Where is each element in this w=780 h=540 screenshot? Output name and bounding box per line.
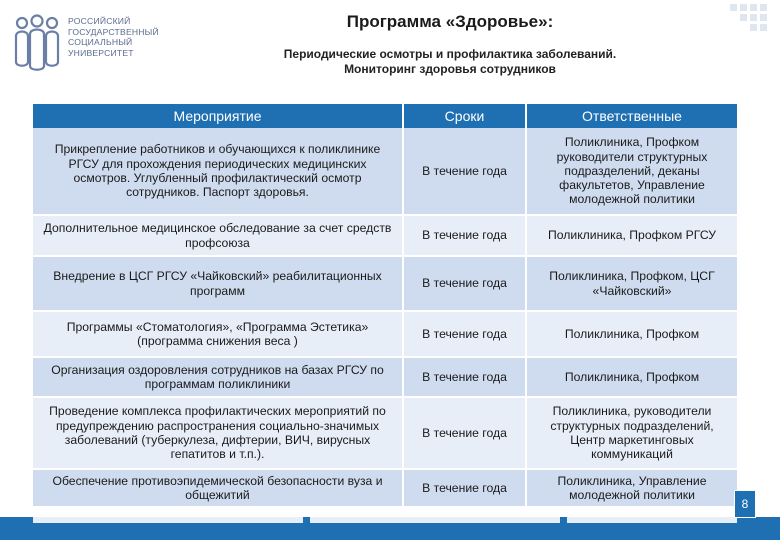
table-row [33,357,737,397]
university-logo [14,12,174,74]
event-cell: Внедрение в ЦСГ РГСУ «Чайковский» реабилитационных программ [33,256,403,311]
responsible-cell: Поликлиника, Профком РГСУ [526,215,737,256]
footer-strip [33,517,303,523]
health-program-table [33,104,737,508]
table-row [33,256,737,311]
responsible-cell: Поликлиника, Профком [526,311,737,357]
subtitle-line: Периодические осмотры и профилактика заболеваний. [283,47,617,61]
table-row [33,311,737,357]
university-name-line: СОЦИАЛЬНЫЙ [68,37,133,48]
page-number: 8 [734,490,756,518]
responsible-cell: Поликлиника, Управление молодежной политики [526,469,737,507]
term-cell: В течение года [403,397,526,469]
people-logo-icon [14,14,60,72]
responsible-cell: Поликлиника, Профком руководители структурных подразделений, деканы факультетов, Управление молодежной политики [526,128,737,215]
responsible-cell: Поликлиника, руководители структурных подразделений, Центр маркетинговых коммуникаций [526,397,737,469]
subtitle-line: Мониторинг здоровья сотрудников [344,62,556,76]
term-cell: В течение года [403,128,526,215]
university-name-line: РОССИЙСКИЙ [68,16,131,26]
page-title: Программа «Здоровье»: [346,12,554,31]
table-row [33,397,737,469]
footer-strip [567,517,737,523]
page-subtitle [200,47,700,77]
event-cell: Организация оздоровления сотрудников на базах РГСУ по программам поликлиники [33,357,403,397]
event-cell: Дополнительное медицинское обследование за счет средств профсоюза [33,215,403,256]
decorative-squares-icon [728,2,772,38]
term-cell: В течение года [403,311,526,357]
university-name-line: УНИВЕРСИТЕТ [68,47,134,58]
column-header-event: Мероприятие [33,104,403,128]
university-name [68,16,178,58]
event-cell: Обеспечение противоэпидемической безопасности вуза и общежитий [33,469,403,507]
term-cell: В течение года [403,469,526,507]
event-cell: Проведение комплекса профилактических мероприятий по предупреждению распространения социально-значимых заболеваний (туберкулеза, дифтерии, ВИЧ, вирусных гепатитов и т.п.). [33,397,403,469]
table-row [33,128,737,215]
term-cell: В течение года [403,256,526,311]
table-header-row [33,104,737,128]
column-header-term: Сроки [403,104,526,128]
event-cell: Прикрепление работников и обучающихся к поликлинике РГСУ для прохождения периодических медицинских осмотров. Углубленный профилактический осмотр сотрудников. Паспорт здоровья. [33,128,403,215]
table-row [33,215,737,256]
footer-bar [0,517,780,540]
column-header-responsible: Ответственные [526,104,737,128]
event-cell: Программы «Стоматология», «Программа Эстетика» (программа снижения веса ) [33,311,403,357]
responsible-cell: Поликлиника, Профком, ЦСГ «Чайковский» [526,256,737,311]
term-cell: В течение года [403,215,526,256]
table-row [33,469,737,507]
term-cell: В течение года [403,357,526,397]
footer-strip [310,517,560,523]
university-name-line: ГОСУДАРСТВЕННЫЙ [68,26,159,37]
responsible-cell: Поликлиника, Профком [526,357,737,397]
